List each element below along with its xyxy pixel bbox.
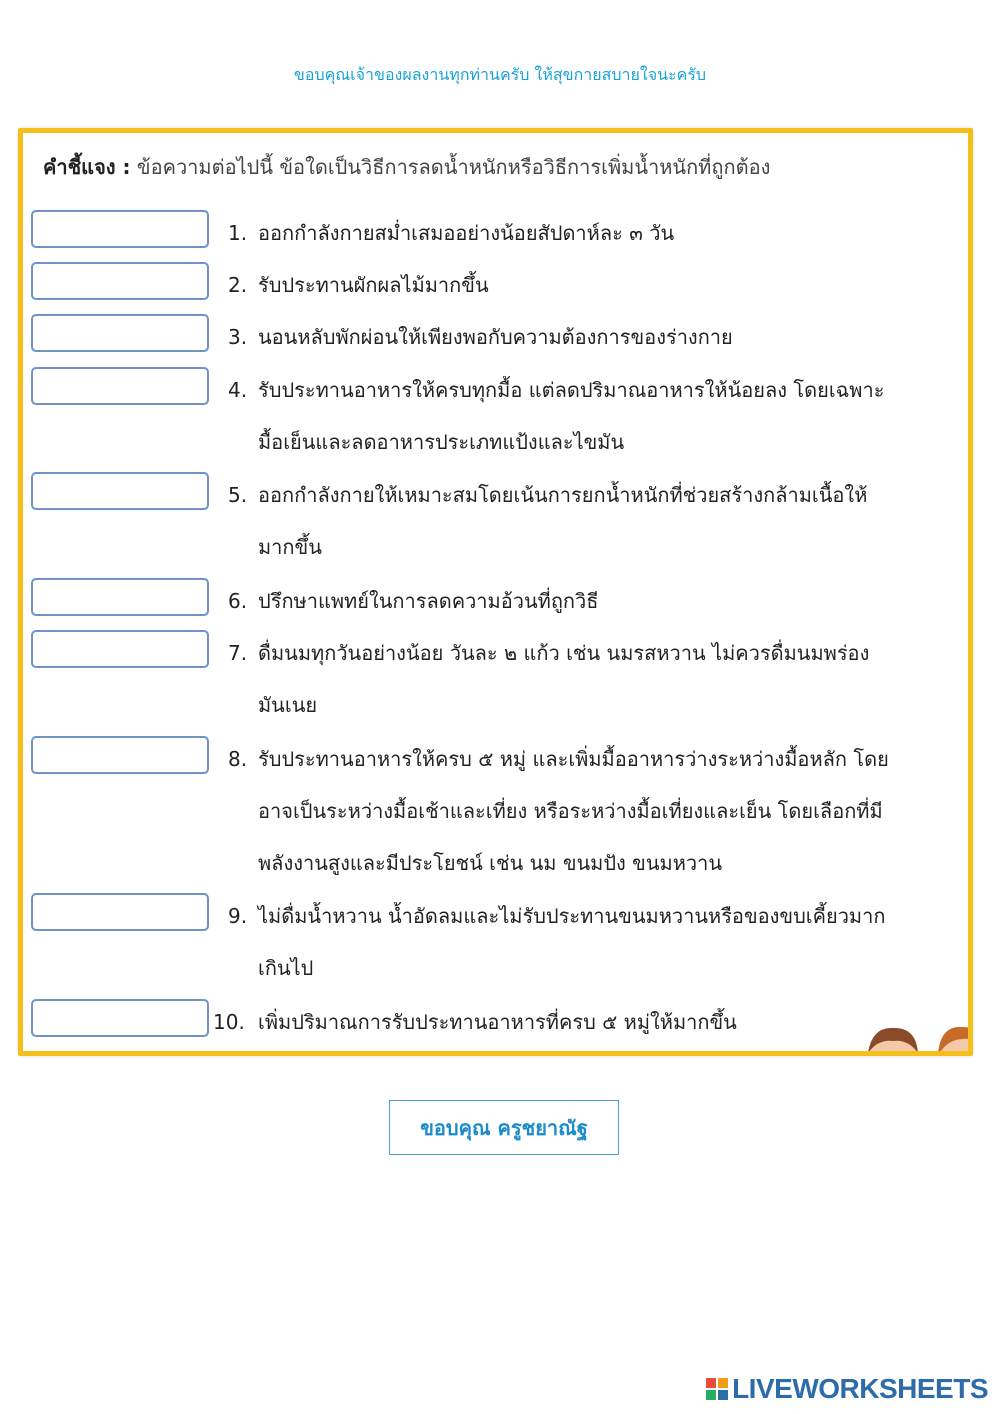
item-text: รับประทานผักผลไม้มากขึ้น [258, 273, 489, 297]
item-number: 5. [228, 483, 248, 507]
liveworksheets-logo-icon [706, 1378, 728, 1400]
item-text: ออกกำลังกายให้เหมาะสมโดยเน้นการยกน้ำหนักที่ช่วยสร้างกล้ามเนื้อให้ [258, 483, 868, 507]
item-text-continued: พลังงานสูงและมีประโยชน์ เช่น นม ขนมปัง ขนมหวาน [258, 851, 723, 875]
item-text-continued: เกินไป [258, 956, 314, 980]
item-number: 9. [228, 904, 248, 928]
item-number: 8. [228, 747, 248, 771]
item-number: 7. [228, 641, 248, 665]
question-item-4 [228, 364, 958, 468]
item-text-continued: มื้อเย็นและลดอาหารประเภทแป้งและไขมัน [258, 430, 625, 454]
question-item-7 [228, 627, 958, 731]
question-item-5 [228, 469, 958, 573]
question-item-6 [228, 575, 958, 627]
item-number: 2. [228, 273, 248, 297]
worksheet-card [18, 128, 973, 1056]
answer-box-7[interactable] [31, 630, 209, 668]
answer-box-4[interactable] [31, 367, 209, 405]
question-item-1 [228, 207, 958, 259]
liveworksheets-wordmark: LIVEWORKSHEETS [732, 1373, 988, 1404]
item-text-continued: มันเนย [258, 693, 318, 717]
question-item-2 [228, 259, 958, 311]
item-number: 1. [228, 221, 248, 245]
item-text: รับประทานอาหารให้ครบ ๕ หมู่ และเพิ่มมื้ออาหารว่างระหว่างมื้อหลัก โดย [258, 747, 889, 771]
answer-box-10[interactable] [31, 999, 209, 1037]
answer-box-9[interactable] [31, 893, 209, 931]
thanks-button[interactable]: ขอบคุณ ครูชยาณัฐ [389, 1100, 619, 1155]
instruction-text: ข้อความต่อไปนี้ ข้อใดเป็นวิธีการลดน้ำหนักหรือวิธีการเพิ่มน้ำหนักที่ถูกต้อง [136, 155, 771, 179]
item-number: 10. [213, 1010, 245, 1034]
answer-box-1[interactable] [31, 210, 209, 248]
item-number: 3. [228, 325, 248, 349]
question-item-10 [213, 996, 943, 1048]
answer-box-2[interactable] [31, 262, 209, 300]
item-text-continued: อาจเป็นระหว่างมื้อเช้าและเที่ยง หรือระหว่างมื้อเที่ยงและเย็น โดยเลือกที่มี [258, 799, 883, 823]
item-text: รับประทานอาหารให้ครบทุกมื้อ แต่ลดปริมาณอาหารให้น้อยลง โดยเฉพาะ [258, 378, 885, 402]
answer-box-5[interactable] [31, 472, 209, 510]
answer-box-3[interactable] [31, 314, 209, 352]
question-item-3 [228, 311, 958, 363]
item-text: ออกกำลังกายสม่ำเสมออย่างน้อยสัปดาห์ละ ๓ วัน [258, 221, 675, 245]
item-text: ปรึกษาแพทย์ในการลดความอ้วนที่ถูกวิธี [258, 589, 599, 613]
instruction [43, 151, 770, 183]
answer-box-8[interactable] [31, 736, 209, 774]
item-text: ดื่มนมทุกวันอย่างน้อย วันละ ๒ แก้ว เช่น นมรสหวาน ไม่ควรดื่มนมพร่อง [258, 641, 870, 665]
item-number: 6. [228, 589, 248, 613]
credit-text: ขอบคุณเจ้าของผลงานทุกท่านครับ ให้สุขกายสบายใจนะครับ [293, 65, 707, 84]
liveworksheets-logo [706, 1372, 988, 1406]
item-text: ไม่ดื่มน้ำหวาน น้ำอัดลมและไม่รับประทานขนมหวานหรือของขบเคี้ยวมาก [258, 904, 886, 928]
question-item-8 [228, 733, 958, 889]
kids-illustration-icon [858, 1013, 973, 1056]
item-text: นอนหลับพักผ่อนให้เพียงพอกับความต้องการของร่างกาย [258, 325, 733, 349]
instruction-label: คำชี้แจง : [43, 155, 131, 179]
item-text: เพิ่มปริมาณการรับประทานอาหารที่ครบ ๕ หมู่ให้มากขึ้น [258, 1010, 737, 1034]
question-item-9 [228, 890, 958, 994]
answer-box-6[interactable] [31, 578, 209, 616]
item-number: 4. [228, 378, 248, 402]
item-text-continued: มากขึ้น [258, 535, 322, 559]
